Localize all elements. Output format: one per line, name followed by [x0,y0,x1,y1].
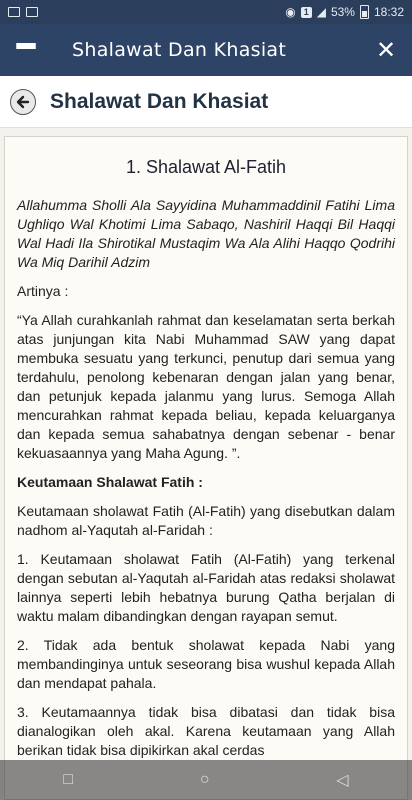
arabic-transliteration: Allahumma Sholli Ala Sayyidina Muhammaddinil Fatihi Lima Ughliqo Wal Khotimi Lima Sabaqo, Nashiril Haqqi Bil Haqqi Wal Hadi Ila Shirotikal Mustaqim Wa Ala Alihi Haqqo Qodrihi Wa Miq Darihil Adzim [17,197,395,270]
sub-header-title: Shalawat Dan Khasiat [50,89,269,113]
battery-percent: 53% [330,5,355,19]
section-title: 1. Shalawat Al-Fatih [125,157,287,177]
wifi-icon: ◉ [285,5,296,19]
sub-header [0,76,412,128]
hamburger-icon [16,43,36,57]
status-left-icons [8,7,38,17]
home-icon[interactable]: ○ [199,771,210,788]
sim-badge: 1 [301,7,312,18]
notification-image-icon [8,7,20,17]
keutamaan-heading: Keutamaan Shalawat Fatih : [17,474,203,490]
battery-icon [360,5,369,19]
keutamaan-point: 3. Keutamaannya tidak bisa dibatasi dan tidak bisa dianalogikan oleh akal. Karena keutamaan yang Allah berikan tidak bisa dipikirkan akal cerdas [17,704,395,758]
status-right-icons [285,5,404,19]
close-button[interactable] [360,24,412,76]
keutamaan-point: 2. Tidak ada bentuk sholawat kepada Nabi yang membandinginya untuk seseorang bisa wushul kepada Allah dan mendapat pahala. [17,637,395,691]
back-button[interactable] [10,89,36,115]
notification-app-icon [26,7,38,17]
back-arrow-icon [15,94,31,110]
app-bar-title: Shalawat Dan Khasiat [72,39,287,61]
status-bar [0,0,412,24]
close-icon: ✕ [375,36,397,64]
system-nav-bar [0,760,412,800]
clock: 18:32 [373,5,404,19]
article-content[interactable] [4,136,408,800]
translation-text: “Ya Allah curahkanlah rahmat dan keselamatan serta berkah atas junjungan kita Nabi Muhammad SAW yang dapat membuka sesuatu yang terkunci, penutup dari semua yang terdahulu, penolong kebenaran dengan jalan yang benar, dan petunjuk kepada jalanmu yang lurus. Semoga Allah mencurahkan rahmat kepada beliau, kepada keluarganya dan kepada semua sahabatnya dengan sebenar - benar kekuasaannya yang Maha Agung. ”. [17,312,395,461]
keutamaan-point: 1. Keutamaan sholawat Fatih (Al-Fatih) yang terkenal dengan sebutan al-Yaqutah al-Faridah atas redaksi sholawat lainnya seperti lebih hebatnya burung Qatha berjalan di waktu malam dibandingkan dengan rayapan semut. [17,551,395,624]
app-bar [0,24,412,76]
keutamaan-intro: Keutamaan sholawat Fatih (Al-Fatih) yang disebutkan dalam nadhom al-Yaqutah al-Faridah : [17,503,395,538]
signal-icon: ◢ [316,5,326,19]
artinya-label: Artinya : [17,283,69,299]
nav-back-icon[interactable]: ◁ [336,772,349,789]
recent-apps-icon[interactable]: □ [63,771,74,788]
menu-button[interactable] [0,24,52,76]
